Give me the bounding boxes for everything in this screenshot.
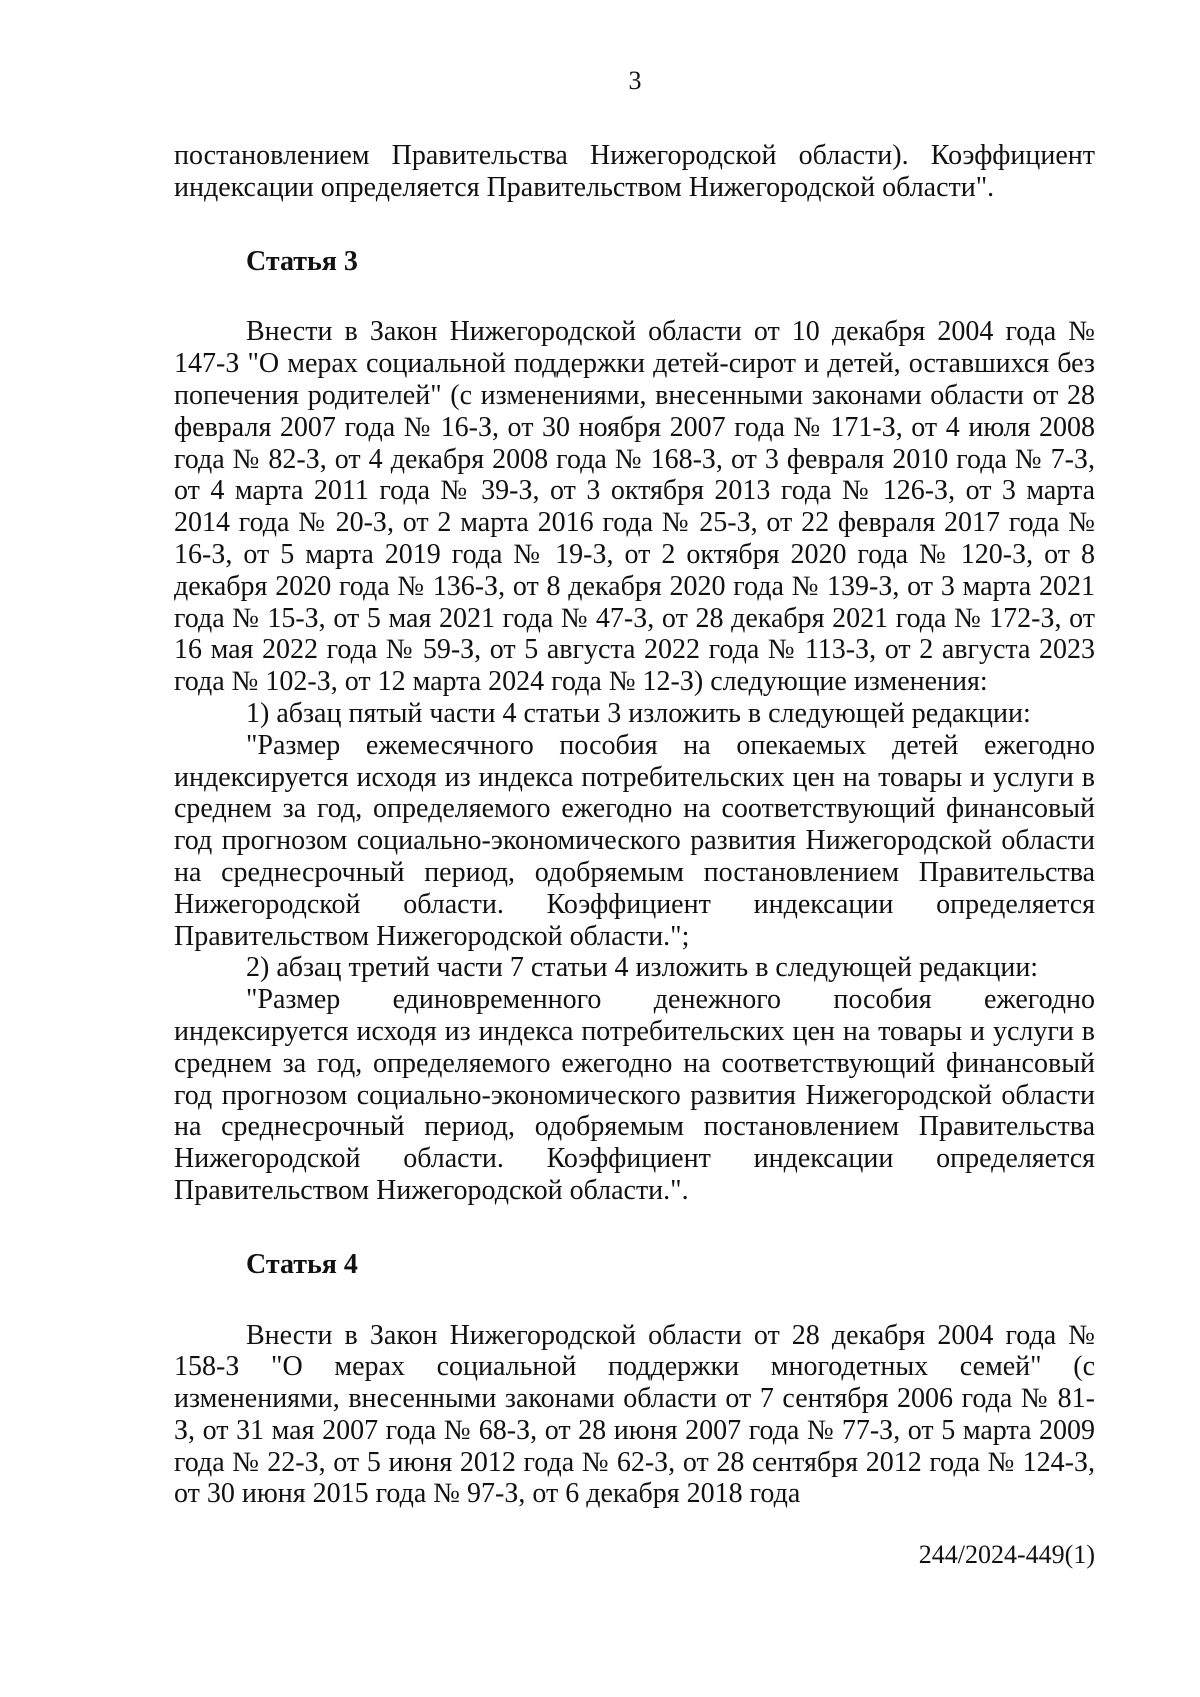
article-4-heading: Статья 4 — [246, 1248, 358, 1280]
paragraph-continuation: постановлением Правительства Нижегородской области). Коэффициент индексации определяется Правительством Нижегородской области". — [174, 140, 1095, 203]
article-3-item-1: 1) абзац пятый части 4 статьи 3 изложить в следующей редакции: — [246, 697, 1031, 729]
article-3-heading: Статья 3 — [246, 245, 358, 277]
article-3-item-2: 2) абзац третий части 7 статьи 4 изложить в следующей редакции: — [246, 952, 1039, 984]
article-3-intro-paragraph: Внести в Закон Нижегородской области от 10 декабря 2004 года № 147-З "О мерах социальной поддержки детей-сирот и детей, оставшихся без попечения родителей" (с изменениями, внесенными законами области от 28 февраля 2007 года № 16-З, от 30 ноября 2007 года № 171-З, от 4 июля 2008 года № 82-З, от 4 декабря 2008 года № 168-З, от 3 февраля 2010 года № 7-З, от 4 марта 2011 года № 39-З, от 3 октября 2013 года № 126-З, от 3 марта 2014 года № 20-З, от 2 марта 2016 года № 25-З, от 22 февраля 2017 года № 16-З, от 5 марта 2019 года № 19-З, от 2 октября 2020 года № 120-З, от 8 декабря 2020 года № 136-З, от 8 декабря 2020 года № 139-З, от 3 марта 2021 года № 15-З, от 5 мая 2021 года № 47-З, от 28 декабря 2021 года № 172-З, от 16 мая 2022 года № 59-З, от 5 августа 2022 года № 113-З, от 2 августа 2023 года № 102-З, от 12 марта 2024 года № 12-З) следующие изменения: — [174, 316, 1095, 698]
article-3-item-2-text: "Размер единовременного денежного пособия ежегодно индексируется исходя из индекса потребительских цен на товары и услуги в среднем за год, определяемого ежегодно на соответствующий финансовый год прогнозом социально-экономического развития Нижегородской области на среднесрочный период, одобряемым постановлением Правительства Нижегородской области. Коэффициент индексации определяется Правительством Нижегородской области.". — [174, 984, 1095, 1206]
document-code: 244/2024-449(1) — [918, 1540, 1095, 1569]
page-number: 3 — [628, 66, 642, 95]
document-body — [174, 140, 1095, 1510]
article-3-item-1-text: "Размер ежемесячного пособия на опекаемых детей ежегодно индексируется исходя из индекса потребительских цен на товары и услуги в среднем за год, определяемого ежегодно на соответствующий финансовый год прогнозом социально-экономического развития Нижегородской области на среднесрочный период, одобряемым постановлением Правительства Нижегородской области. Коэффициент индексации определяется Правительством Нижегородской области."; — [174, 729, 1095, 952]
article-4-intro-paragraph: Внести в Закон Нижегородской области от 28 декабря 2004 года № 158-З "О мерах социальной поддержки многодетных семей" (с изменениями, внесенными законами области от 7 сентября 2006 года № 81-З, от 31 мая 2007 года № 68-З, от 28 июня 2007 года № 77-З, от 5 марта 2009 года № 22-З, от 5 июня 2012 года № 62-З, от 28 сентября 2012 года № 124-З, от 30 июня 2015 года № 97-З, от 6 декабря 2018 года — [174, 1319, 1095, 1510]
